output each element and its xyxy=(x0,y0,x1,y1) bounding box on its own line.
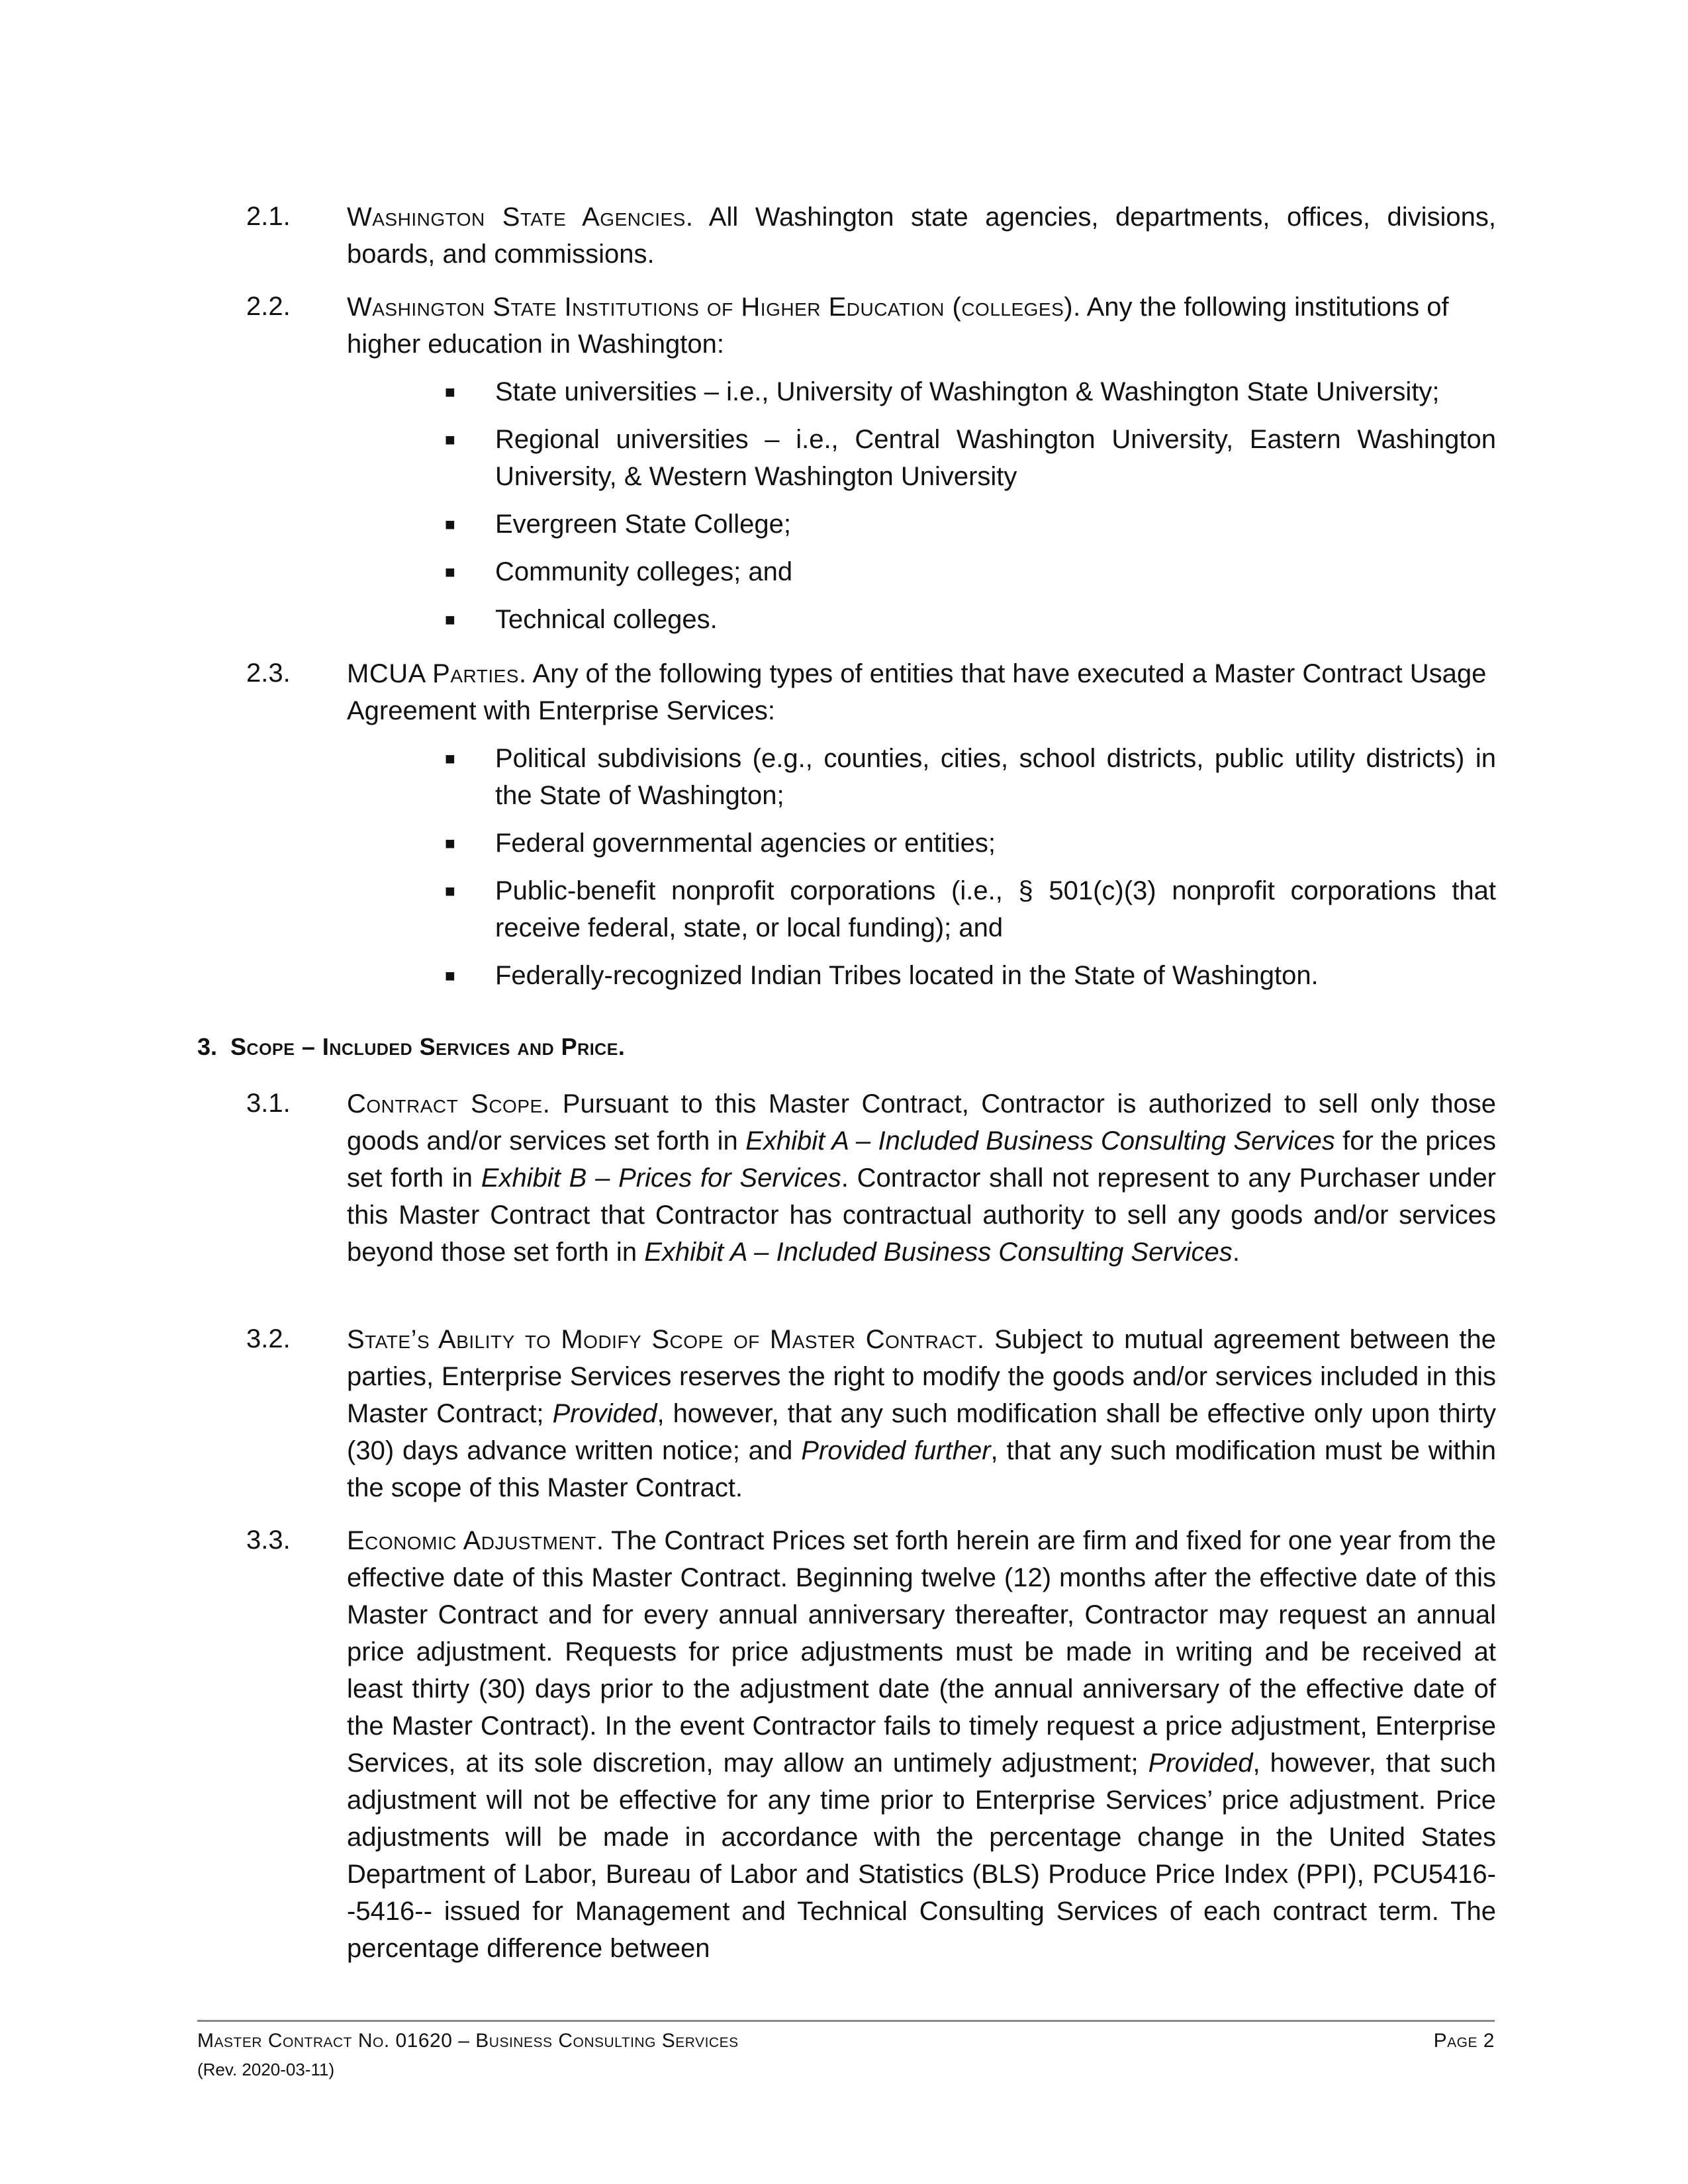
bullet-icon: ■ xyxy=(445,514,455,534)
section-number: 2.3. xyxy=(246,659,291,688)
footer-title: Master Contract No. 01620 – Business Consulting Services xyxy=(197,2030,739,2052)
section-text: Pursuant to this Master Contract, Contractor is authorized to sell only those goods and/or services set forth in xyxy=(347,1089,1496,1156)
section-text: The Contract Prices set forth herein are firm and fixed for one year from the effective date of this Master Contract. Beginning twelve (12) months after the effective date of this Master Contract and for every annual anniversary thereafter, Contractor may request an annual price adjustment. Requests for price adjustments must be made in writing and be received at least thirty (30) days prior to the adjustment date (the annual anniversary of the effective date of the Master Contract). In the event Contractor fails to timely request a price adjustment, Enterprise Services, at its sole discretion, may allow an untimely adjustment; xyxy=(347,1526,1496,1778)
list-item: Federal governmental agencies or entities; xyxy=(495,829,996,858)
section-heading: State’s Ability to Modify Scope of Master Contract. xyxy=(347,1325,985,1354)
bullet-icon: ■ xyxy=(445,430,455,449)
list-item: Community colleges; and xyxy=(495,557,793,586)
section-heading: Contract Scope. xyxy=(347,1089,551,1118)
footer-divider xyxy=(197,2020,1495,2022)
section-paragraph xyxy=(347,1085,1496,1271)
section-heading: Washington State Agencies. xyxy=(347,203,694,232)
list-item: Public-benefit nonprofit corporations (i.e., § 501(c)(3) nonprofit corporations that receive federal, state, or local funding); and xyxy=(495,876,1496,942)
section-number: 2.2. xyxy=(246,292,291,321)
exhibit-reference: Exhibit A – Included Business Consulting Services xyxy=(644,1238,1233,1267)
section-paragraph xyxy=(347,199,1496,273)
section-heading-main xyxy=(197,1028,625,1066)
page-number: Page 2 xyxy=(1433,2030,1495,2052)
emphasis-term: Provided xyxy=(1148,1749,1253,1778)
emphasis-term: Provided xyxy=(552,1399,657,1428)
section-text: , however, that any such modification shall be effective only upon thirty (30) days advance written notice; and xyxy=(347,1399,1496,1465)
section-text: Subject to mutual agreement between the parties, Enterprise Services reserves the right to modify the goods and/or services included in this Master Contract; xyxy=(347,1325,1496,1428)
bullet-icon: ■ xyxy=(445,610,455,629)
section-paragraph xyxy=(347,1522,1496,1967)
section-text: Any of the following types of entities that have executed a Master Contract Usage Agreement with Enterprise Services: xyxy=(347,659,1487,725)
section-text: for the prices set forth in xyxy=(347,1126,1497,1193)
list-item: Political subdivisions (e.g., counties, cities, school districts, public utility districts) in the State of Washington; xyxy=(495,744,1496,810)
exhibit-reference: Exhibit A – Included Business Consulting Services xyxy=(745,1126,1335,1156)
section-title: Scope – Included Services and Price. xyxy=(230,1033,626,1060)
bullet-icon: ■ xyxy=(445,749,455,768)
section-text: All Washington state agencies, departments, offices, divisions, boards, and commissions. xyxy=(347,203,1497,269)
bullet-icon: ■ xyxy=(445,881,455,901)
section-text: , that any such modification must be within the scope of this Master Contract. xyxy=(347,1436,1497,1502)
footer-revision: (Rev. 2020-03-11) xyxy=(197,2060,335,2079)
bullet-icon: ■ xyxy=(445,382,455,402)
exhibit-reference: Exhibit B – Prices for Services xyxy=(481,1163,841,1193)
list-item: State universities – i.e., University of Washington & Washington State University; xyxy=(495,377,1440,406)
emphasis-term: Provided further xyxy=(801,1436,991,1465)
section-paragraph xyxy=(347,655,1496,729)
section-heading: Economic Adjustment. xyxy=(347,1526,604,1555)
list-item: Technical colleges. xyxy=(495,605,718,634)
section-paragraph xyxy=(347,289,1496,363)
list-item: Evergreen State College; xyxy=(495,510,791,539)
section-text: Any the following institutions of higher education in Washington: xyxy=(347,293,1449,359)
section-number: 3.3. xyxy=(246,1525,291,1555)
section-number: 3. xyxy=(197,1033,218,1060)
section-number: 2.1. xyxy=(246,202,291,231)
section-paragraph xyxy=(347,1321,1496,1506)
bullet-icon: ■ xyxy=(445,833,455,853)
section-text: . Contractor shall not represent to any Purchaser under this Master Contract that Contractor has contractual authority to sell any goods and/or services beyond those set forth in xyxy=(347,1163,1497,1267)
section-text: . xyxy=(1232,1238,1240,1267)
section-heading: MCUA Parties. xyxy=(347,659,527,688)
bullet-icon: ■ xyxy=(445,562,455,582)
section-text: , however, that such adjustment will not be effective for any time prior to Enterprise Services’ price adjustment. Price adjustments will be made in accordance with the percentage change in the United States Department of Labor, Bureau of Labor and Statistics (BLS) Produce Price Index (PPI), PCU5416--5416-- issued for Management and Technical Consulting Services of each contract term. The percentage difference between xyxy=(347,1749,1496,1963)
list-item: Regional universities – i.e., Central Washington University, Eastern Washington University, & Western Washington University xyxy=(495,425,1496,491)
section-heading: Washington State Institutions of Higher Education (colleges). xyxy=(347,293,1081,322)
section-number: 3.2. xyxy=(246,1324,291,1353)
bullet-icon: ■ xyxy=(445,966,455,985)
section-number: 3.1. xyxy=(246,1089,291,1118)
list-item: Federally-recognized Indian Tribes located in the State of Washington. xyxy=(495,961,1319,990)
